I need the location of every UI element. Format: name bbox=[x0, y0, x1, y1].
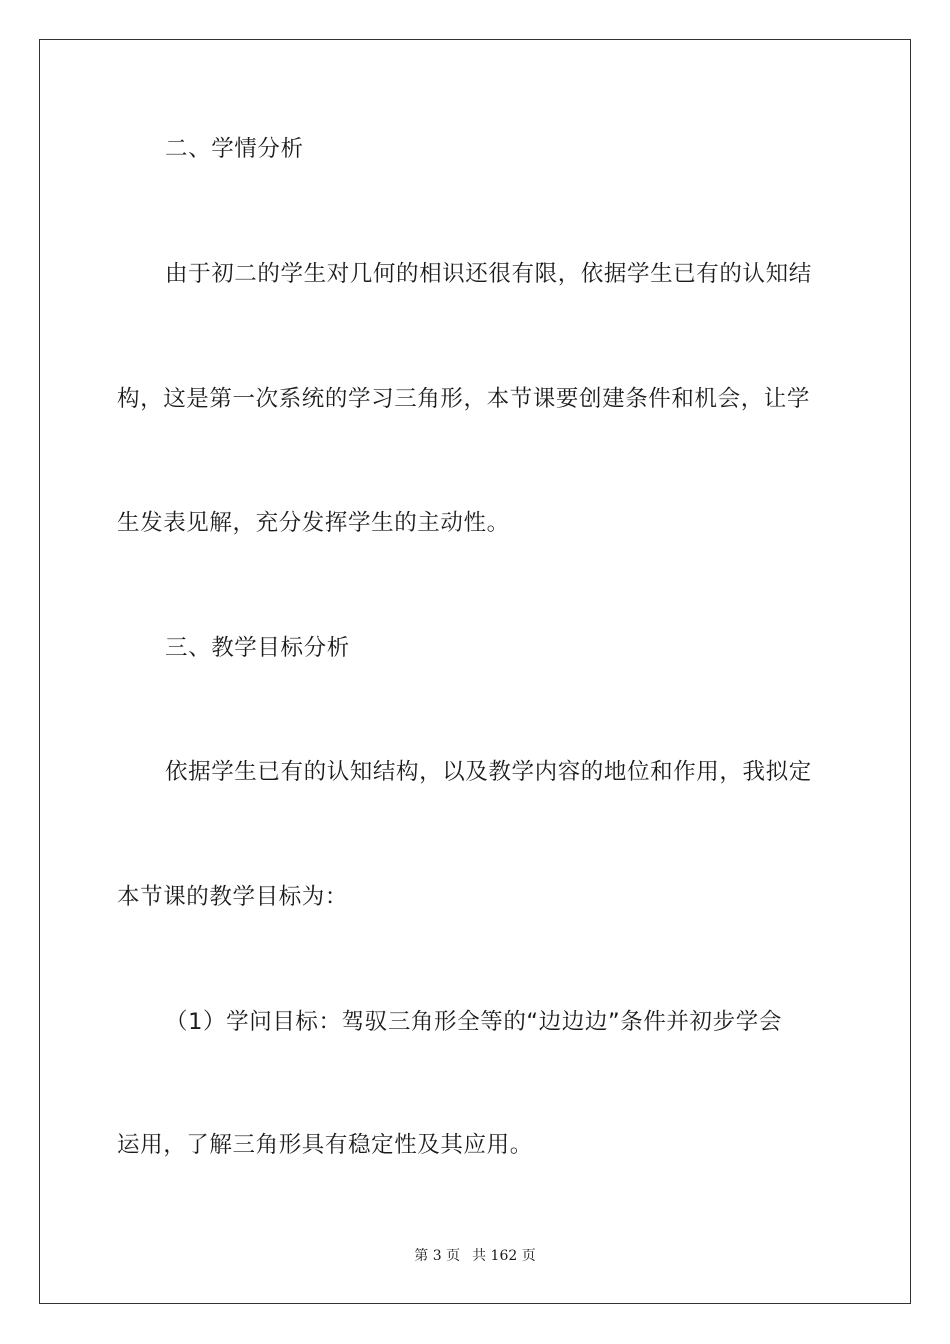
paragraph-line: 构，这是第一次系统的学习三角形，本节课要创建条件和机会，让学 bbox=[117, 386, 811, 412]
page-number: 第 3 页 bbox=[414, 1248, 461, 1264]
page-border bbox=[39, 39, 911, 1304]
paragraph-line: 由于初二的学生对几何的相识还很有限，依据学生已有的认知结 bbox=[165, 261, 812, 287]
paragraph-line: 依据学生已有的认知结构，以及教学内容的地位和作用，我拟定 bbox=[165, 759, 812, 785]
section-heading-teaching-goals: 三、教学目标分析 bbox=[165, 635, 350, 661]
paragraph-line: 生发表见解，充分发挥学生的主动性。 bbox=[117, 510, 510, 536]
paragraph-line: （1）学问目标：驾驭三角形全等的“边边边”条件并初步学会 bbox=[165, 1009, 782, 1035]
page-total: 共 162 页 bbox=[472, 1248, 536, 1264]
section-heading-learning-analysis: 二、学情分析 bbox=[165, 136, 304, 162]
page-footer bbox=[0, 1247, 950, 1265]
paragraph-line: 运用，了解三角形具有稳定性及其应用。 bbox=[117, 1132, 533, 1158]
paragraph-line: 本节课的教学目标为： bbox=[117, 884, 349, 910]
